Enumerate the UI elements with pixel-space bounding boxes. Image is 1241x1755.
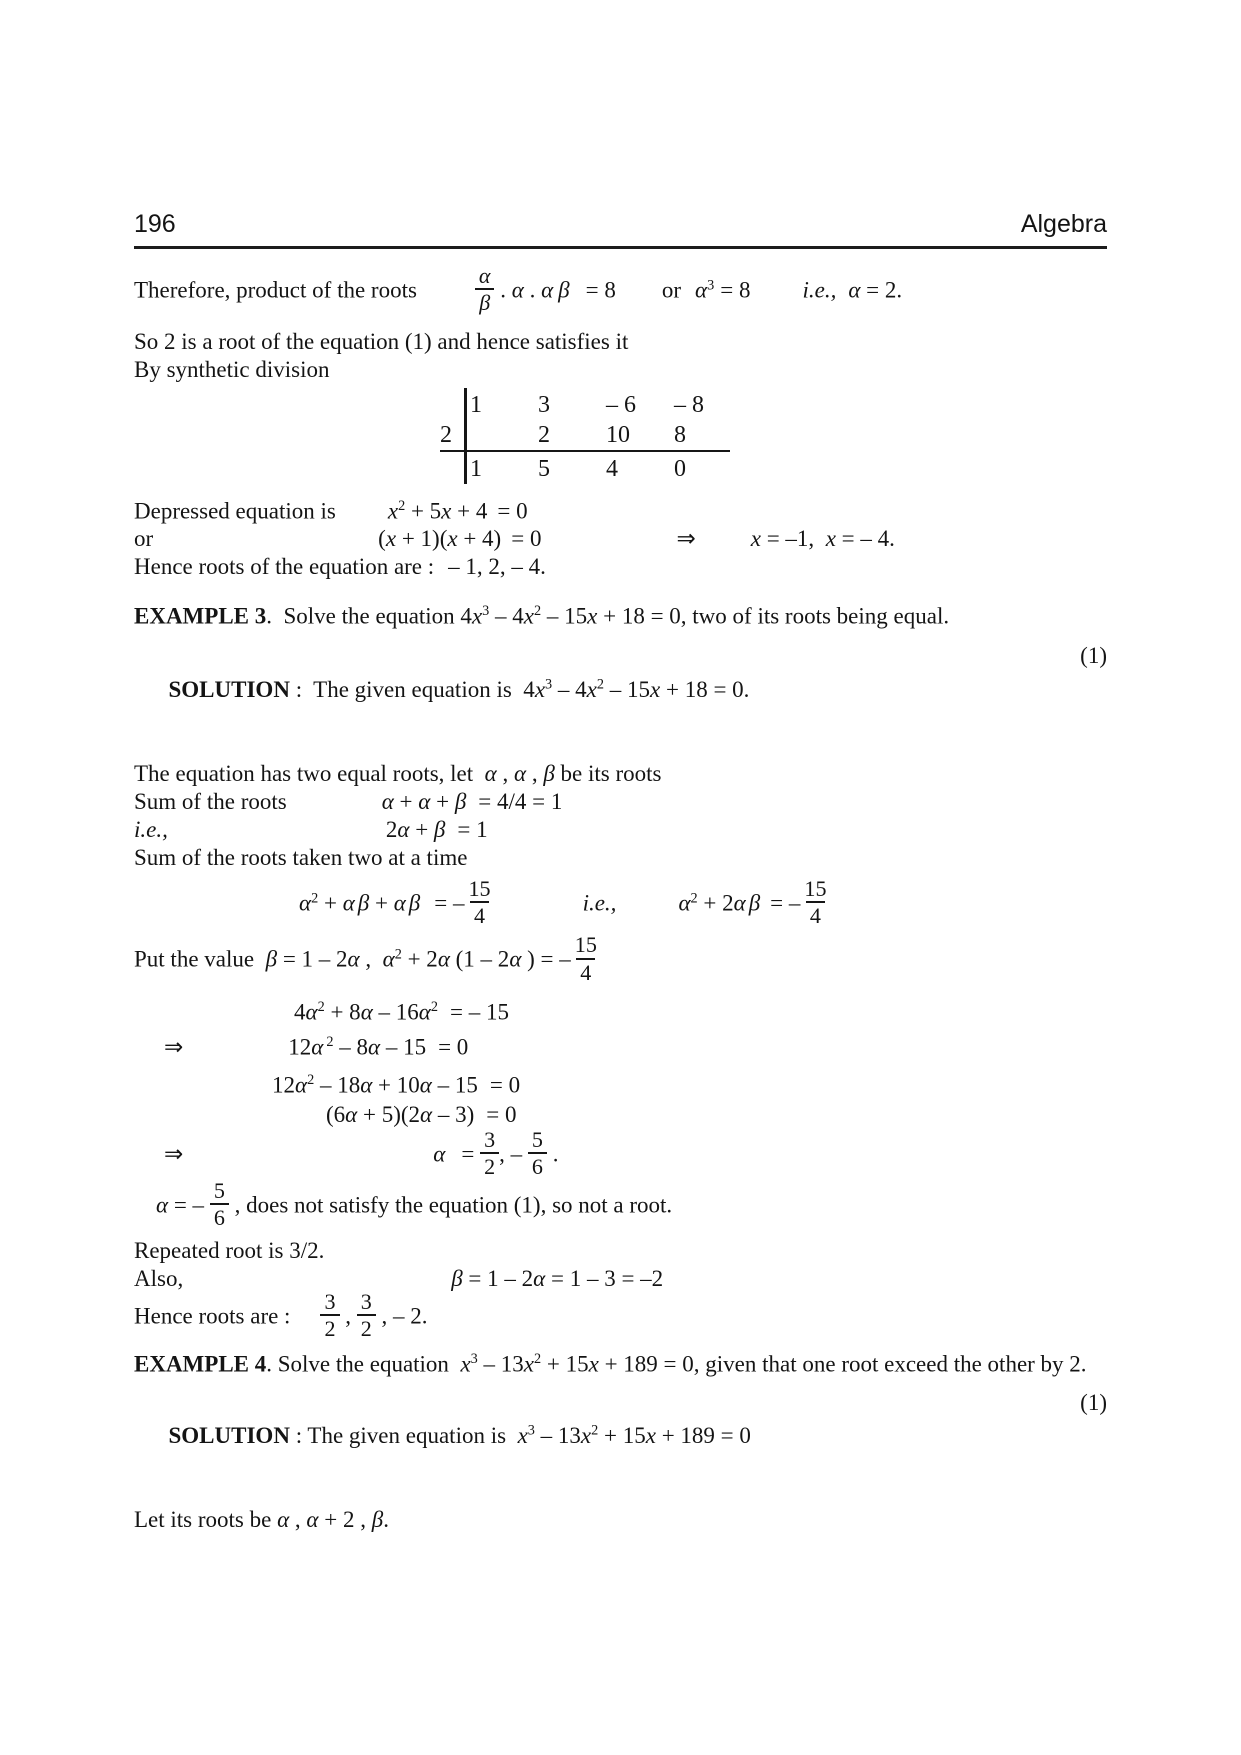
- math-token: α: [514, 760, 527, 786]
- math-token: β: [543, 760, 555, 786]
- math-token: + 2: [697, 890, 734, 916]
- math-token: α: [277, 1506, 290, 1532]
- formula-step-1: [134, 993, 1107, 1026]
- math-token: x: [580, 1422, 592, 1448]
- math-token: + 18 = 0, two of its roots being equal.: [597, 603, 950, 629]
- example-3-heading: [134, 597, 1107, 630]
- math-token: α: [360, 1071, 373, 1097]
- math-token: α: [381, 788, 394, 814]
- math-token: = 1 – 2: [462, 1265, 534, 1291]
- fraction: $\frac{15}{4}$: [574, 932, 597, 985]
- math-token: α: [678, 890, 691, 916]
- fraction: $\frac{\alpha}{\beta}$: [475, 264, 495, 315]
- math-token: = 0: [486, 1101, 517, 1127]
- formula-sum-of-roots: [134, 788, 1107, 816]
- math-token: 2: [596, 676, 604, 693]
- math-token: Sum of the roots: [134, 788, 287, 814]
- fraction: $\frac{3}{2}$: [320, 1290, 339, 1341]
- math-token: 3: [527, 1422, 535, 1439]
- math-token: x: [447, 526, 458, 552]
- math-token: – 16: [372, 999, 419, 1025]
- math-token: 2: [534, 1351, 542, 1368]
- math-token: = 8: [720, 277, 751, 303]
- math-token: – 3): [432, 1101, 475, 1127]
- math-token: ,: [359, 947, 383, 973]
- synthetic-cell: – 8: [674, 391, 704, 418]
- math-token: = –: [770, 890, 801, 916]
- math-token: or: [661, 277, 682, 303]
- math-token: β: [357, 890, 370, 916]
- math-token: 2: [307, 1071, 315, 1088]
- math-token: x: [534, 676, 546, 702]
- math-token: +: [409, 816, 434, 842]
- formula-ie-2alpha: [134, 816, 1107, 844]
- formula-sum-two-display: [134, 875, 1107, 931]
- formula-step-2: [134, 1028, 1107, 1061]
- math-token: (6: [326, 1101, 346, 1127]
- synthetic-divisor: 2: [440, 421, 452, 448]
- text-repeated-root: Repeated root is 3/2.: [134, 1237, 325, 1263]
- math-token: α: [393, 890, 406, 916]
- synthetic-division-table: [440, 390, 750, 484]
- math-token: – 15: [541, 603, 588, 629]
- math-token: = 0: [489, 1071, 521, 1097]
- formula-hence-roots: [134, 1288, 1107, 1344]
- solution-4-equation: [169, 1423, 751, 1448]
- math-token: α: [382, 947, 395, 973]
- math-token: = 1 – 3 = –2: [545, 1265, 664, 1291]
- formula-let-roots: [134, 1506, 1107, 1534]
- math-token: β: [408, 890, 421, 916]
- synthetic-cell: 1: [470, 455, 482, 482]
- math-token: = – 15: [449, 999, 509, 1025]
- synthetic-horizontal-line: [440, 450, 730, 453]
- formula-product-of-roots: [134, 263, 1107, 318]
- math-token: α: [484, 760, 497, 786]
- math-token: – 15: [431, 1071, 478, 1097]
- synthetic-vertical-line: [464, 388, 467, 484]
- math-token: x: [825, 526, 836, 552]
- page-number: 196: [134, 210, 176, 238]
- math-token: Hence roots are :: [134, 1303, 291, 1329]
- math-token: 2: [591, 1422, 599, 1439]
- formula-put-value: [134, 932, 1107, 987]
- math-token: ,: [339, 1303, 357, 1329]
- math-token: x: [471, 603, 483, 629]
- math-token: x: [385, 526, 397, 552]
- math-token: x: [387, 498, 399, 524]
- synthetic-cell: 4: [606, 455, 618, 482]
- math-token: 2: [690, 889, 698, 906]
- formula-alpha-values: [134, 1126, 1107, 1182]
- math-token: SOLUTION: [168, 1422, 290, 1448]
- math-token: 4: [294, 999, 306, 1025]
- math-token: + 2: [401, 947, 438, 973]
- math-token: α: [306, 1506, 319, 1532]
- synthetic-cell: 5: [538, 455, 550, 482]
- math-token: +: [430, 788, 455, 814]
- synthetic-cell: 3: [538, 391, 550, 418]
- math-token: = –: [168, 1192, 210, 1218]
- synthetic-cell: 0: [674, 455, 686, 482]
- math-token: ⇒: [164, 1034, 184, 1061]
- math-token: 2: [430, 999, 438, 1016]
- fraction: $\frac{5}{6}$: [528, 1128, 547, 1179]
- math-token: α: [541, 277, 554, 303]
- math-token: + 189 = 0, given that one root exceed the other by 2.: [598, 1351, 1087, 1377]
- math-token: α: [418, 788, 431, 814]
- fraction: $\frac{3}{2}$: [480, 1128, 499, 1179]
- math-token: 3: [482, 603, 490, 620]
- math-token: +: [369, 890, 394, 916]
- page-content: [134, 263, 1107, 1534]
- math-token: .: [494, 277, 512, 303]
- math-token: x: [523, 1351, 534, 1377]
- math-token: 2: [326, 1034, 334, 1051]
- synthetic-cell: 10: [606, 421, 630, 448]
- math-token: α: [305, 999, 318, 1025]
- synthetic-row-result: [470, 450, 750, 484]
- math-token: + 2 ,: [318, 1506, 372, 1532]
- formula-step-3: [134, 1066, 1107, 1099]
- math-token: ,: [526, 760, 544, 786]
- math-token: x: [523, 603, 534, 629]
- math-token: β: [454, 788, 467, 814]
- math-token: Depressed equation is: [134, 498, 336, 524]
- math-token: α: [156, 1192, 169, 1218]
- math-token: + 5)(2: [357, 1101, 421, 1127]
- math-token: ,: [496, 760, 514, 786]
- math-token: : The given equation is 4: [289, 676, 535, 702]
- math-token: x: [586, 676, 597, 702]
- math-token: α: [311, 1034, 324, 1060]
- math-token: 2: [534, 603, 542, 620]
- math-token: α: [367, 1034, 381, 1060]
- text-by-synthetic-division: By synthetic division: [134, 356, 330, 382]
- math-token: + 8: [324, 999, 361, 1025]
- math-token: =: [461, 1141, 481, 1167]
- math-token: x: [441, 498, 452, 524]
- math-token: α: [420, 1101, 433, 1127]
- math-token: = 0: [497, 498, 528, 524]
- math-token: 2: [385, 816, 398, 842]
- text-so-2-is-root: So 2 is a root of the equation (1) and hence satisfies it: [134, 328, 629, 354]
- math-token: + 10: [372, 1071, 420, 1097]
- math-token: α: [848, 277, 861, 303]
- math-token: , –: [499, 1141, 528, 1167]
- math-token: The equation has two equal roots, let: [134, 760, 485, 786]
- math-token: + 189 = 0: [655, 1422, 751, 1448]
- synthetic-cell: 1: [470, 391, 482, 418]
- math-token: – 8: [333, 1034, 368, 1060]
- math-token: Put the value: [134, 947, 266, 973]
- math-token: x: [517, 1422, 528, 1448]
- math-token: α: [533, 1265, 546, 1291]
- synthetic-cell: 2: [538, 421, 550, 448]
- text-hence-roots-equation: [134, 553, 1107, 581]
- text-sum-two-at-a-time: Sum of the roots taken two at a time: [134, 844, 468, 870]
- math-token: .: [383, 1506, 389, 1532]
- math-token: α: [695, 277, 708, 303]
- math-token: α: [345, 1101, 358, 1127]
- math-token: i.e.,: [802, 277, 837, 303]
- math-token: α: [360, 999, 373, 1025]
- math-token: β: [371, 1506, 384, 1532]
- math-token: + 18 = 0.: [660, 676, 750, 702]
- math-token: – 4: [489, 603, 524, 629]
- synthetic-cell: 8: [674, 421, 686, 448]
- math-token: β: [265, 947, 278, 973]
- math-token: β: [558, 277, 570, 303]
- math-token: β: [451, 1265, 463, 1291]
- math-token: Let its roots be: [134, 1506, 278, 1532]
- math-token: = 2.: [860, 277, 903, 303]
- math-token: – 13: [534, 1422, 581, 1448]
- math-token: + 1)(: [396, 526, 448, 552]
- math-token: – 15: [604, 676, 650, 702]
- math-token: ⇒: [676, 526, 696, 553]
- formula-depressed-equation: [134, 492, 1107, 525]
- math-token: : The given equation is: [289, 1422, 518, 1448]
- solution-4-line: [134, 1389, 1107, 1506]
- math-token: α: [347, 947, 360, 973]
- math-token: .: [523, 277, 542, 303]
- math-token: = – 4.: [835, 526, 895, 552]
- example-4-heading: [134, 1345, 1107, 1378]
- math-token: or: [134, 526, 154, 552]
- math-token: x: [645, 1422, 656, 1448]
- math-token: + 15: [598, 1422, 646, 1448]
- formula-alpha-not-root: [134, 1177, 1107, 1233]
- math-token: Therefore, product of the roots: [134, 277, 417, 303]
- math-token: i.e.,: [582, 890, 617, 916]
- math-token: EXAMPLE 4: [134, 1351, 267, 1377]
- math-token: 2: [398, 497, 406, 514]
- synthetic-cell: [470, 420, 538, 450]
- math-token: β: [748, 890, 761, 916]
- math-token: Also,: [134, 1265, 184, 1291]
- math-token: α: [299, 890, 312, 916]
- math-token: 3: [707, 277, 715, 294]
- math-token: x: [750, 526, 761, 552]
- math-token: , – 2.: [375, 1303, 428, 1329]
- math-token: – 4: [552, 676, 587, 702]
- synthetic-row-coefficients: [470, 390, 750, 420]
- math-token: + 4): [457, 526, 502, 552]
- math-token: EXAMPLE 3: [134, 603, 267, 629]
- page-header: [134, 0, 1107, 249]
- math-token: ,: [289, 1506, 307, 1532]
- synthetic-cell: – 6: [606, 391, 636, 418]
- math-token: x: [588, 1351, 599, 1377]
- math-token: x: [650, 676, 661, 702]
- math-token: + 5: [405, 498, 442, 524]
- math-token: , does not satisfy the equation (1), so not a root.: [228, 1192, 673, 1218]
- math-token: 2: [394, 946, 402, 963]
- math-token: α: [733, 890, 746, 916]
- math-token: – 15: [380, 1034, 427, 1060]
- math-token: = 1: [457, 816, 488, 842]
- formula-also-beta: [134, 1265, 1107, 1293]
- math-token: + 4: [451, 498, 488, 524]
- math-token: = 8: [585, 277, 616, 303]
- solution-3-equation: [169, 677, 750, 702]
- math-token: . Solve the equation: [266, 1351, 461, 1377]
- math-token: 12: [288, 1034, 312, 1060]
- synthetic-row-products: [470, 420, 750, 450]
- math-token: Hence roots of the equation are :: [134, 554, 435, 580]
- fraction: $\frac{15}{4}$: [804, 875, 827, 928]
- formula-step-4: [134, 1101, 1107, 1129]
- math-token: = –: [434, 890, 465, 916]
- math-token: (: [378, 526, 386, 552]
- math-token: 2: [317, 999, 325, 1016]
- math-token: + 15: [541, 1351, 589, 1377]
- math-token: α: [295, 1071, 308, 1097]
- math-token: ) = –: [521, 947, 571, 973]
- math-token: = –1,: [760, 526, 826, 552]
- math-token: = 0: [438, 1034, 469, 1060]
- chapter-title: Algebra: [1020, 210, 1107, 238]
- equation-number: (1): [1080, 1389, 1107, 1415]
- fraction: $\frac{3}{2}$: [357, 1290, 376, 1341]
- math-token: β: [433, 816, 446, 842]
- fraction: $\frac{15}{4}$: [468, 875, 491, 928]
- math-token: α: [511, 277, 524, 303]
- text-two-equal-roots: [134, 760, 1107, 788]
- math-token: be its roots: [554, 760, 662, 786]
- math-token: (1 – 2: [449, 947, 510, 973]
- math-token: α: [397, 816, 410, 842]
- math-token: SOLUTION: [168, 676, 290, 702]
- math-token: 3: [470, 1351, 478, 1368]
- math-token: = 1 – 2: [277, 947, 348, 973]
- math-token: – 18: [314, 1071, 361, 1097]
- math-token: α: [419, 1071, 432, 1097]
- formula-factored: [134, 525, 1107, 553]
- math-token: α: [433, 1141, 446, 1167]
- math-token: – 13: [477, 1351, 524, 1377]
- fraction: $\frac{5}{6}$: [210, 1179, 229, 1230]
- math-token: α: [418, 999, 431, 1025]
- math-token: α: [437, 947, 450, 973]
- math-token: +: [318, 890, 343, 916]
- solution-3-line: [134, 642, 1107, 759]
- math-token: . Solve the equation 4: [266, 603, 472, 629]
- math-token: = 4/4 = 1: [478, 788, 563, 814]
- math-token: i.e.,: [134, 816, 168, 842]
- equation-number: (1): [1080, 643, 1107, 669]
- math-token: +: [393, 788, 419, 814]
- math-token: α: [509, 947, 522, 973]
- math-token: x: [587, 603, 598, 629]
- math-token: ⇒: [164, 1141, 184, 1168]
- math-token: – 1, 2, – 4.: [448, 554, 546, 580]
- math-token: .: [546, 1141, 559, 1167]
- math-token: = 0: [511, 526, 542, 552]
- math-token: x: [460, 1351, 471, 1377]
- math-token: 3: [545, 676, 553, 693]
- math-token: 2: [311, 889, 319, 906]
- math-token: 12: [272, 1071, 295, 1097]
- math-token: α: [342, 890, 355, 916]
